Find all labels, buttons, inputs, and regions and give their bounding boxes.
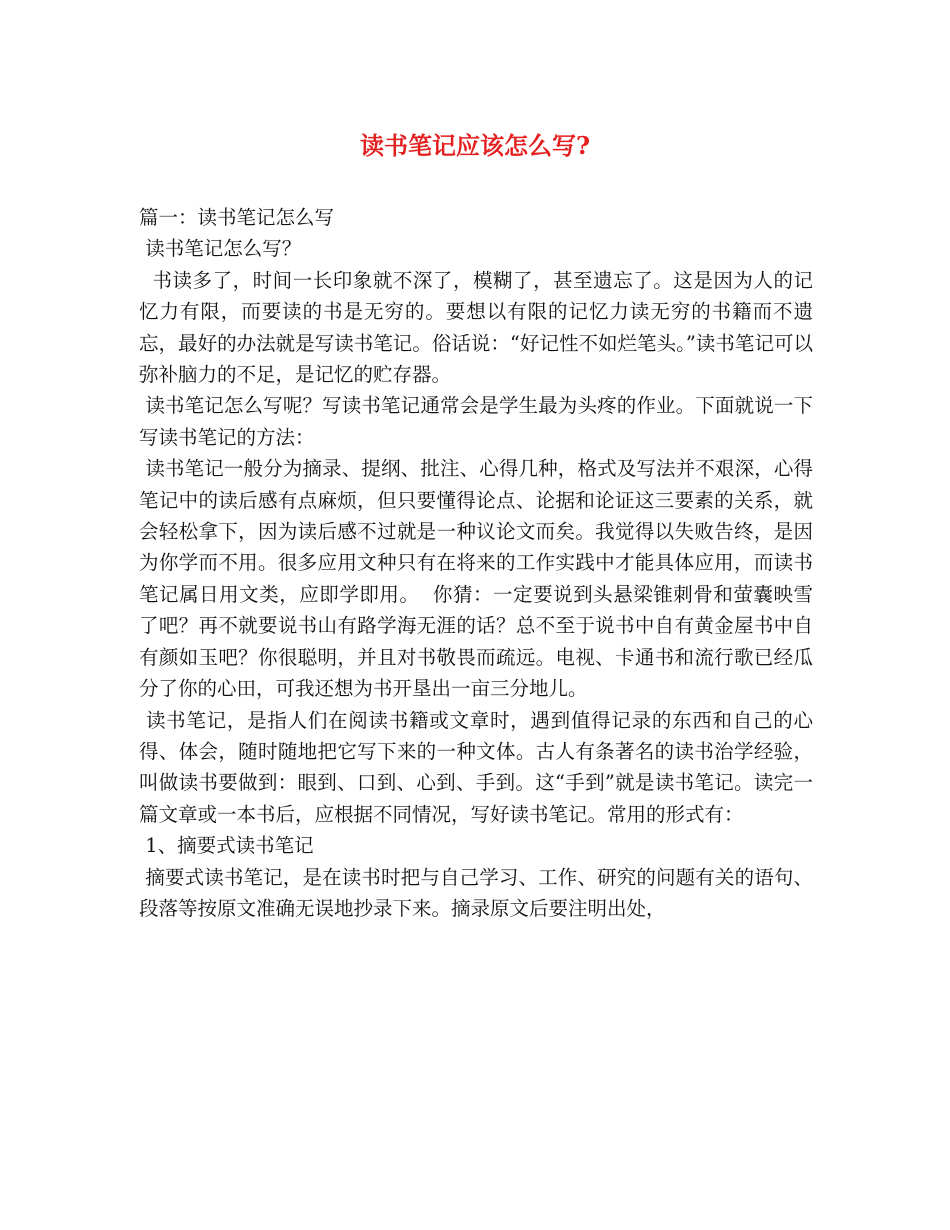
paragraph: 读书笔记，是指人们在阅读书籍或文章时，遇到值得记录的东西和自己的心得、体会，随时随地把它写下来的一种文体。古人有条著名的读书治学经验，叫做读书要做到：眼到、口到、心到、手到。这“手到”就是读书笔记。读完一篇文章或一本书后，应根据不同情况，写好读书笔记。常用的形式有： — [139, 708, 813, 826]
section-heading: 篇一：读书笔记怎么写 — [139, 206, 335, 229]
paragraph: 读书笔记怎么写呢？写读书笔记通常会是学生最为头疼的作业。下面就说一下写读书笔记的方法： — [139, 394, 813, 449]
paragraph: 读书笔记一般分为摘录、提纲、批注、心得几种，格式及写法并不艰深，心得笔记中的读后感有点麻烦，但只要懂得论点、论据和论证这三要素的关系，就会轻松拿下，因为读后感不过就是一种议论文而矣。我觉得以失败告终，是因为你学而不用。很多应用文种只有在将来的工作实践中才能具体应用，而读书笔记属日用文类，应即学即用。 你猜：一定要说到头悬梁锥刺骨和萤囊映雪了吧？再不就要说书山有路学海无涯的话？总不至于说书中自有黄金屋书中自有颜如玉吧？你很聪明，并且对书敬畏而疏远。电视、卡通书和流行歌已经瓜分了你的心田，可我还想为书开垦出一亩三分地儿。 — [139, 457, 813, 701]
document-body — [139, 202, 813, 924]
document-title: 读书笔记应该怎么写? — [359, 131, 591, 160]
list-heading: 1、摘要式读书笔记 — [139, 834, 314, 858]
subheading: 读书笔记怎么写？ — [139, 237, 302, 261]
paragraph: 书读多了，时间一长印象就不深了，模糊了，甚至遗忘了。这是因为人的记忆力有限，而要读的书是无穷的。要想以有限的记忆力读无穷的书籍而不遗忘，最好的办法就是写读书笔记。俗话说：“好记性不如烂笔头。”读书笔记可以弥补脑力的不足，是记忆的贮存器。 — [139, 268, 813, 387]
paragraph: 摘要式读书笔记，是在读书时把与自己学习、工作、研究的问题有关的语句、段落等按原文准确无误地抄录下来。摘录原文后要注明出处， — [139, 865, 813, 920]
